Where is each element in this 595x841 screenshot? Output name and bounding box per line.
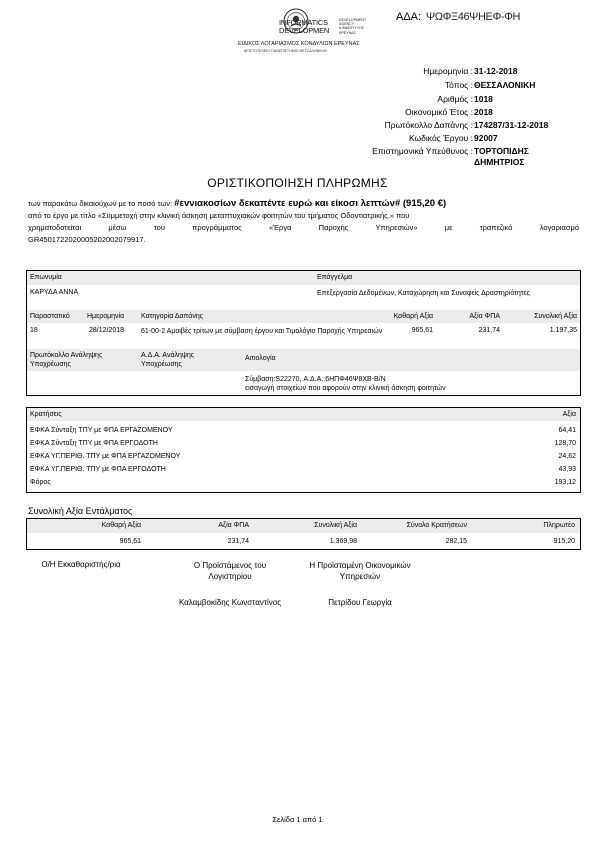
deduction-label: Φόρος (30, 479, 51, 486)
meta-label-fiscal-year: Οικονομικό Έτος : (405, 107, 473, 117)
document-title: ΟΡΙΣΤΙΚΟΠΟΙΗΣΗ ΠΛΗΡΩΜΗΣ (207, 176, 388, 190)
col-net-value: Καθαρή Αξία (393, 313, 433, 320)
payment-paragraph (28, 198, 579, 246)
header-reason: Αιτιολογία (245, 355, 276, 362)
deduction-label: ΕΦΚΑ Σύνταξη ΤΠΥ με ΦΠΑ ΕΡΓΟΔΟΤΗ (30, 440, 158, 447)
meta-value-fiscal-year: 2018 (474, 107, 493, 117)
signatory-name-finance: Πετρίδου Γεωργία (328, 598, 392, 607)
meta-label-expense-protocol: Πρωτόκολλο Δαπάνης : (384, 120, 473, 130)
summary-col-deductions: Σύνολο Κρατήσεων (406, 522, 467, 529)
summary-table (26, 518, 581, 550)
paragraph-line-4: GR4501722020005202002079917. (28, 235, 146, 244)
summary-col-vat: Αξία ΦΠΑ (218, 522, 249, 529)
cell-document: 18 (30, 327, 38, 334)
deduction-value: 64,41 (558, 427, 576, 434)
summary-col-net: Καθαρή Αξία (101, 522, 141, 529)
beneficiary-name: ΚΑΡΥΔΑ ΑΝΝΑ (30, 289, 79, 296)
summary-title: Συνολική Αξία Εντάλματος (28, 506, 133, 516)
meta-label-date: Ημερομηνία : (423, 66, 473, 76)
meta-value-number: 1018 (474, 94, 493, 104)
cell-total: 1.197,35 (549, 327, 577, 334)
reason-line-1: Σύμβαση:S22270, Α.Δ.Α.:6ΗΠΦ46Ψ8ΧΒ-Β/Ν (245, 376, 386, 383)
organization-name-en: INFORMATICS DEVELOPMEN (279, 18, 330, 35)
paragraph-intro: των παρακάτω δικαιούχων με το ποσό των: (28, 199, 173, 208)
header-commitment-protocol: Πρωτόκολλο Ανάληψης Υποχρέωσης (30, 352, 103, 368)
reason-line-2: εισαγωγή στοιχείων που αφορούν στην κλινική άσκηση φοιτητών (245, 385, 446, 392)
cell-net-value: 965,61 (411, 327, 433, 334)
summary-total-value: 1.369,98 (329, 538, 357, 545)
col-total: Συνολική Αξία (534, 313, 577, 320)
cell-vat: 231,74 (478, 327, 500, 334)
cell-expense-category: 61-00-2 Αμοιβές τρίτων με σύμβαση έργου και Τιμολόγιο Παροχής Υπηρεσιών (141, 328, 383, 335)
deduction-label: ΕΦΚΑ ΥΓ.ΠΕΡΙΘ. ΤΠΥ με ΦΠΑ ΕΡΓΑΖΟΜΕΝΟΥ (30, 453, 181, 460)
col-document: Παραστατικό (30, 313, 70, 320)
payment-amount-text: #εννιακοσίων δεκαπέντε ευρώ και είκοσι λεπτών# (915,20 €) (174, 198, 447, 209)
deduction-value: 128,70 (554, 440, 576, 447)
paragraph-line-3: χρηματοδοτείται μέσω του προγράμματος «Έργα Παροχής Υπηρεσιών» με τραπεζικό λογαριασμό (28, 223, 579, 232)
meta-value-project-code: 92007 (474, 133, 498, 143)
deduction-value: 24,62 (558, 453, 576, 460)
summary-col-total: Συνολική Αξία (314, 522, 357, 529)
deduction-label: ΕΦΚΑ Σύνταξη ΤΠΥ με ΦΠΑ ΕΡΓΑΖΟΜΕΝΟΥ (30, 427, 173, 434)
ada-value: ΨΩΦΞ46ΨΗΕΦ-ΦΗ (426, 11, 521, 23)
summary-payable-value: 915,20 (553, 538, 575, 545)
meta-value-expense-protocol: 174287/31-12-2018 (474, 120, 549, 130)
meta-value-place: ΘΕΣΣΑΛΟΝΙΚΗ (474, 80, 536, 90)
summary-deductions-value: 282,15 (445, 538, 467, 545)
meta-label-scientific-lead: Επιστημονικά Υπεύθυνος : (372, 146, 473, 156)
meta-value-date: 31-12-2018 (474, 66, 518, 76)
meta-value-scientific-lead: ΤΟΡΤΟΠΙΔΗΣ (474, 146, 529, 156)
deduction-value: 43,93 (558, 466, 576, 473)
col-date: Ημερομηνία (87, 313, 125, 320)
summary-vat-value: 231,74 (227, 538, 249, 545)
paragraph-line-2: από το έργο με τίτλο «Συμμετοχή στην κλινική άσκηση μεταπτυχιακών φοιτητών του τμήματος Οδοντιατρικής.» που (28, 211, 410, 220)
meta-label-place: Τόπος : (444, 80, 473, 90)
signatory-name-accounting: Καλαμβοκίδης Κωνσταντίνος (178, 598, 282, 607)
header-profession: Επάγγελμα (317, 274, 353, 281)
deduction-value: 193,12 (554, 479, 576, 486)
cell-date: 28/12/2018 (89, 327, 125, 334)
header-commitment-ada: Α.Δ.Α. Ανάληψης Υποχρέωσης (141, 352, 195, 368)
organization-name-small: DEVELOPMENT AGENCY & ΑΝΑΠΤΥΞΗΣ ΕΡΕΥΝΑΣ (339, 18, 367, 35)
deduction-label: ΕΦΚΑ ΥΓ.ΠΕΡΙΘ. ΤΠΥ με ΦΠΑ ΕΡΓΟΔΟΤΗ (30, 466, 166, 473)
col-vat: Αξία ΦΠΑ (469, 313, 500, 320)
col-expense-category: Κατηγορία Δαπάνης (141, 313, 204, 320)
beneficiary-profession: Επεξεργασία Δεδομένων, Καταχώρηση και Συναφείς Δραστηριότητες (317, 290, 531, 297)
signature-clearing-officer: Ο/Η Εκκαθαριστής/ρια (41, 560, 121, 569)
meta-label-number: Αριθμός : (437, 94, 473, 104)
deductions-header-label: Κρατήσεις (30, 411, 62, 418)
summary-col-payable: Πληρωτέο (543, 522, 575, 529)
header-name: Επωνυμία (30, 274, 62, 281)
signature-accounting-head: Ο Προϊστάμενος του Λογιστηρίου (193, 561, 267, 581)
organization-subtitle: ΑΡΙΣΤΟΤΕΛΕΙΟ ΠΑΝΕΠΙΣΤΗΜΙΟ ΘΕΣΣΑΛΟΝΙΚΗΣ (244, 49, 328, 53)
page-number: Σελίδα 1 από 1 (272, 815, 323, 824)
ada-label: ΑΔΑ: (396, 11, 422, 23)
meta-value-scientific-lead-2: ΔΗΜΗΤΡΙΟΣ (474, 157, 525, 167)
signature-finance-head: Η Προϊσταμένη Οικονομικών Υπηρεσιών (309, 561, 411, 581)
deductions-table (26, 407, 581, 493)
summary-net-value: 965,61 (119, 538, 141, 545)
meta-label-project-code: Κωδικός Έργου : (408, 133, 473, 143)
deductions-header-value: Αξία (562, 411, 576, 418)
beneficiary-table (26, 270, 581, 396)
organization-name-el: ΕΙΔΙΚΟΣ ΛΟΓΑΡΙΑΣΜΟΣ ΚΟΝΔΥΛΙΩΝ ΕΡΕΥΝΑΣ (238, 41, 360, 47)
